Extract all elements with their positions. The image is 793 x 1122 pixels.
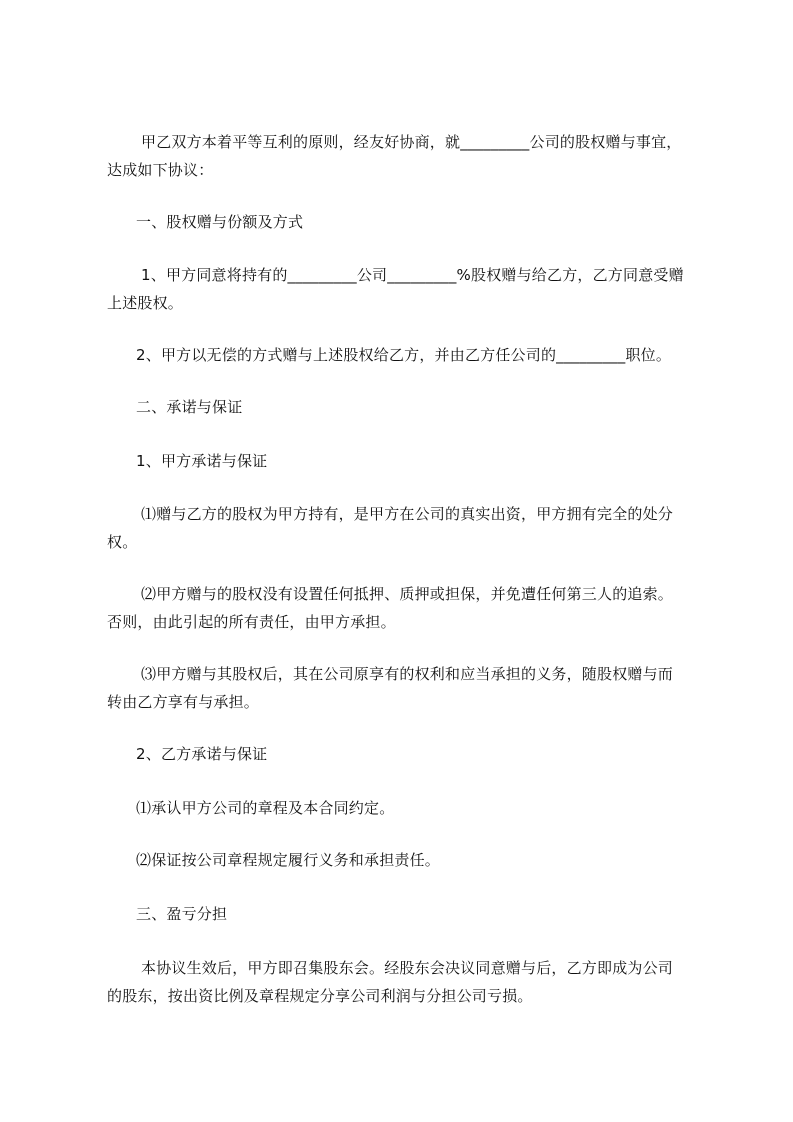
intro-line-1: 甲乙双方本着平等互利的原则，经友好协商，就_________公司的股权赠与事宜， (141, 133, 682, 151)
clause-2-2-heading: 2、乙方承诺与保证 (136, 745, 268, 763)
clause-2-2-1: ⑴承认甲方公司的章程及本合同约定。 (136, 799, 395, 817)
section-3-heading: 三、盈亏分担 (136, 905, 228, 923)
clause-2-1-heading: 1、甲方承诺与保证 (136, 452, 268, 470)
section-1-heading: 一、股权赠与份额及方式 (136, 213, 304, 231)
clause-2-1-1-line-2: 权。 (107, 533, 138, 551)
clause-3-body-line-1: 本协议生效后，甲方即召集股东会。经股东会决议同意赠与后，乙方即成为公司 (141, 959, 674, 977)
clause-2-1-2-line-2: 否则，由此引起的所有责任，由甲方承担。 (107, 613, 396, 631)
section-2-heading: 二、承诺与保证 (136, 398, 243, 416)
intro-line-2: 达成如下协议： (107, 161, 214, 179)
clause-1-1-line-2: 上述股权。 (107, 294, 184, 312)
clause-2-1-3-line-1: ⑶甲方赠与其股权后，其在公司原享有的权利和应当承担的义务，随股权赠与而 (141, 665, 674, 683)
clause-2-1-2-line-1: ⑵甲方赠与的股权没有设置任何抵押、质押或担保，并免遭任何第三人的追索。 (141, 585, 674, 603)
clause-2-1-1-line-1: ⑴赠与乙方的股权为甲方持有，是甲方在公司的真实出资，甲方拥有完全的处分 (141, 505, 674, 523)
clause-3-body-line-2: 的股东，按出资比例及章程规定分享公司利润与分担公司亏损。 (107, 987, 533, 1005)
clause-1-2-line-1: 2、甲方以无偿的方式赠与上述股权给乙方，并由乙方任公司的_________职位。 (136, 346, 672, 364)
clause-1-1-line-1: 1、甲方同意将持有的_________公司_________%股权赠与给乙方，乙方同意受赠 (141, 266, 684, 284)
clause-2-2-2: ⑵保证按公司章程规定履行义务和承担责任。 (136, 851, 441, 869)
clause-2-1-3-line-2: 转由乙方享有与承担。 (107, 693, 260, 711)
